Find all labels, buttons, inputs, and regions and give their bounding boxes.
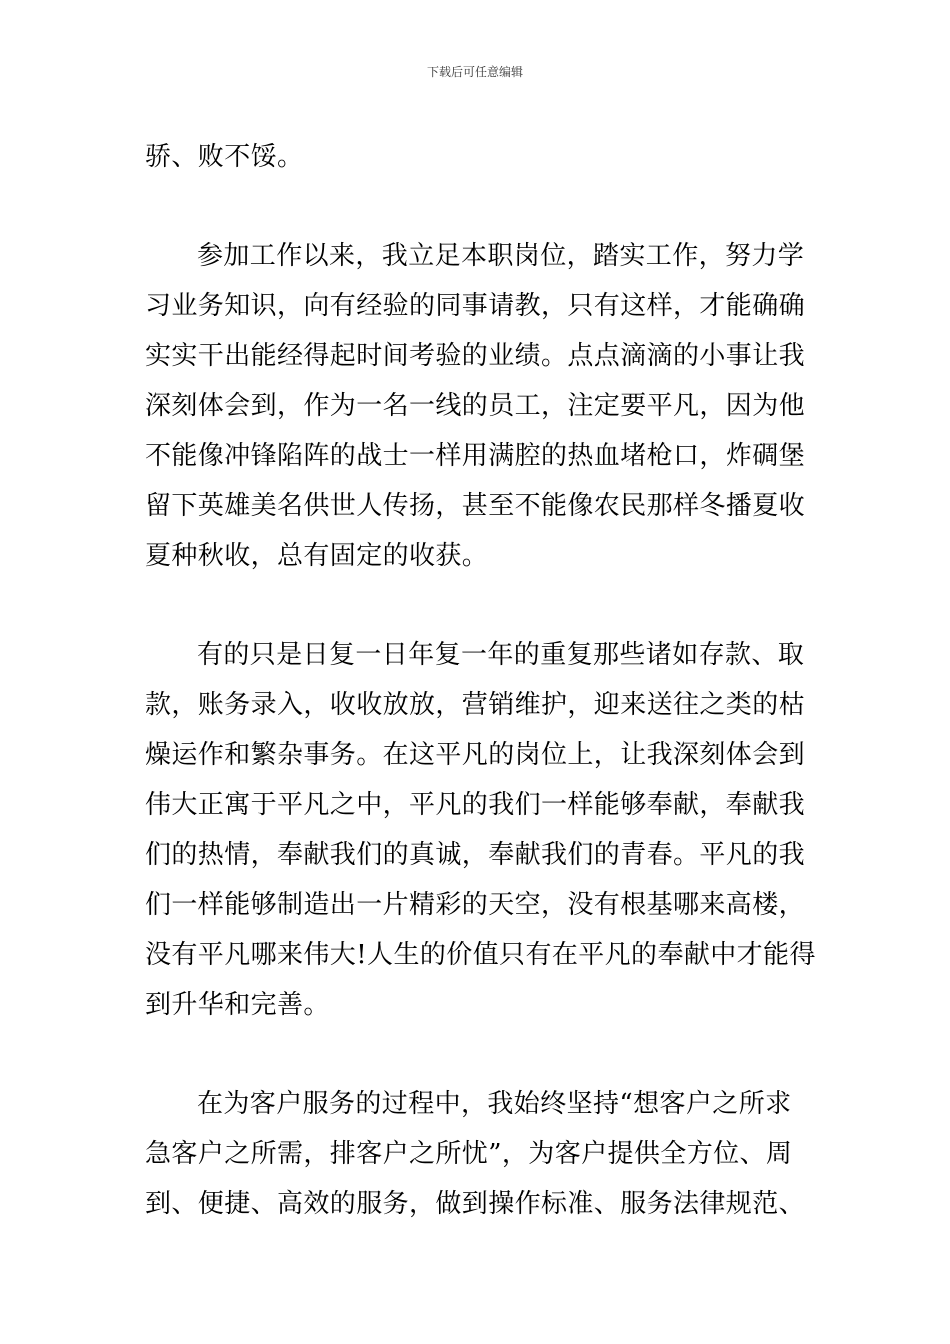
paragraph-ordinary-dedication: [145, 630, 816, 1030]
text-line: 们的热情，奉献我们的真诚，奉献我们的青春。平凡的我: [145, 840, 806, 870]
text-line: 习业务知识，向有经验的同事请教，只有这样，才能确确: [145, 291, 806, 321]
document-body: [145, 132, 816, 1229]
paragraph-gap: [145, 581, 805, 630]
text-line: 们一样能够制造出一片精彩的天空，没有根基哪来高楼，: [145, 890, 806, 920]
header-note: 下载后可任意编辑: [426, 65, 523, 79]
text-line: 不能像冲锋陷阵的战士一样用满腔的热血堵枪口，炸碉堡: [145, 441, 806, 471]
text-line: 实实干出能经得起时间考验的业绩。点点滴滴的小事让我: [145, 341, 806, 371]
text-line: 夏种秋收，总有固定的收获。: [145, 541, 489, 571]
paragraph-gap: [145, 182, 805, 231]
text-line: 有的只是日复一日年复一年的重复那些诸如存款、取: [197, 640, 805, 670]
text-line: 到升华和完善。: [145, 990, 330, 1020]
text-line: 留下英雄美名供世人传扬，甚至不能像农民那样冬播夏收: [145, 491, 806, 521]
paragraph-continuation: [145, 132, 805, 182]
text-line: 急客户之所需，排客户之所忧”，为客户提供全方位、周: [145, 1139, 793, 1169]
paragraph-work-attitude: [145, 231, 805, 581]
text-line: 燥运作和繁杂事务。在这平凡的岗位上，让我深刻体会到: [145, 740, 806, 770]
text-line: 深刻体会到，作为一名一线的员工，注定要平凡，因为他: [145, 391, 806, 421]
text-line: 在为客户服务的过程中，我始终坚持“想客户之所求: [197, 1089, 792, 1119]
text-line: 到、便捷、高效的服务，做到操作标准、服务法律规范、: [145, 1189, 806, 1219]
text-line: 没有平凡哪来伟大!人生的价值只有在平凡的奉献中才能得: [145, 940, 816, 970]
text-line: 参加工作以来，我立足本职岗位，踏实工作，努力学: [197, 241, 805, 271]
text-line: 伟大正寓于平凡之中，平凡的我们一样能够奉献，奉献我: [145, 790, 806, 820]
paragraph-gap: [145, 1030, 805, 1079]
text-line: 骄、败不馁。: [145, 142, 304, 172]
text-line: 款，账务录入，收收放放，营销维护，迎来送往之类的枯: [145, 690, 806, 720]
paragraph-customer-service: [145, 1079, 805, 1229]
